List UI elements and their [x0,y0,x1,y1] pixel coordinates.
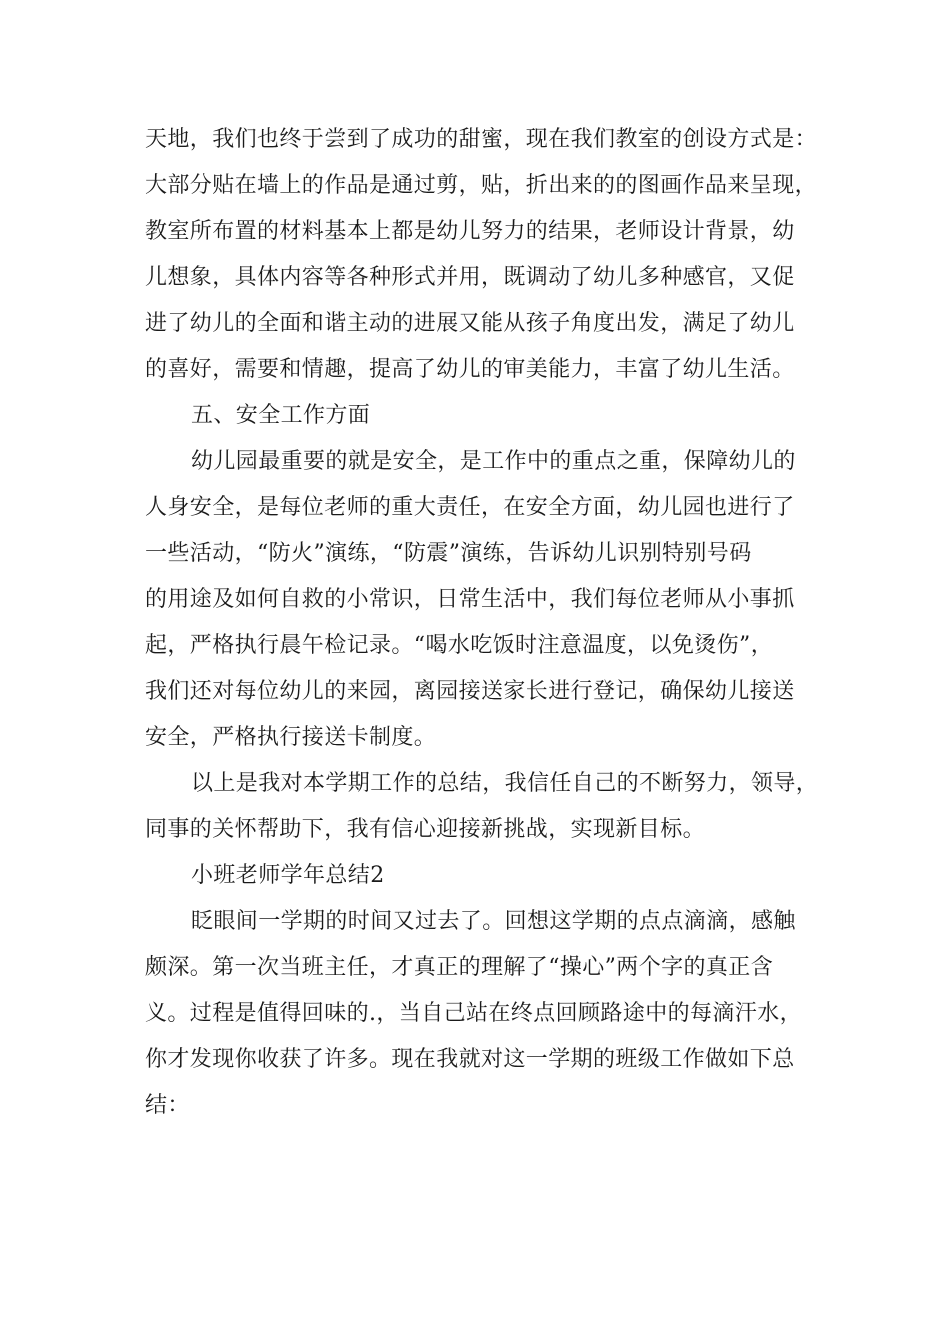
text-line: 你才发现你收获了许多。现在我就对这一学期的班级工作做如下总 [145,1047,795,1072]
text-line: 人身安全，是每位老师的重大责任，在安全方面，幼儿园也进行了 [145,495,795,520]
text-line: 一些活动，“防火”演练，“防震”演练，告诉幼儿识别特别号码 [145,541,752,566]
text-line: 天地，我们也终于尝到了成功的甜蜜，现在我们教室的创设方式是： [145,127,818,152]
text-line: 的喜好，需要和情趣，提高了幼儿的审美能力，丰富了幼儿生活。 [145,357,795,382]
section-heading: 小班老师学年总结2 [191,863,385,888]
text-line: 结： [145,1093,190,1118]
text-line: 同事的关怀帮助下，我有信心迎接新挑战，实现新目标。 [145,817,706,842]
text-line: 眨眼间一学期的时间又过去了。回想这学期的点点滴滴，感触 [191,909,796,934]
text-line: 安全，严格执行接送卡制度。 [145,725,437,750]
text-line: 大部分贴在墙上的作品是通过剪，贴，折出来的的图画作品来呈现， [145,173,818,198]
text-line: 的用途及如何自救的小常识，日常生活中，我们每位老师从小事抓 [145,587,795,612]
text-line: 起，严格执行晨午检记录。“喝水吃饭时注意温度，以免烫伤”， [145,633,774,658]
text-line: 义。过程是值得回味的.，当自己站在终点回顾路途中的每滴汗水， [145,1001,802,1026]
text-line: 我们还对每位幼儿的来园，离园接送家长进行登记，确保幼儿接送 [145,679,795,704]
text-line: 颇深。第一次当班主任，才真正的理解了“操心”两个字的真正含 [145,955,774,980]
section-heading: 五、安全工作方面 [191,403,371,428]
text-line: 以上是我对本学期工作的总结，我信任自己的不断努力，领导， [191,771,819,796]
text-line: 进了幼儿的全面和谐主动的进展又能从孩子角度出发，满足了幼儿 [145,311,795,336]
text-line: 幼儿园最重要的就是安全，是工作中的重点之重，保障幼儿的 [191,449,796,474]
text-line: 儿想象，具体内容等各种形式并用，既调动了幼儿多种感官，又促 [145,265,795,290]
text-line: 教室所布置的材料基本上都是幼儿努力的结果，老师设计背景，幼 [145,219,795,244]
